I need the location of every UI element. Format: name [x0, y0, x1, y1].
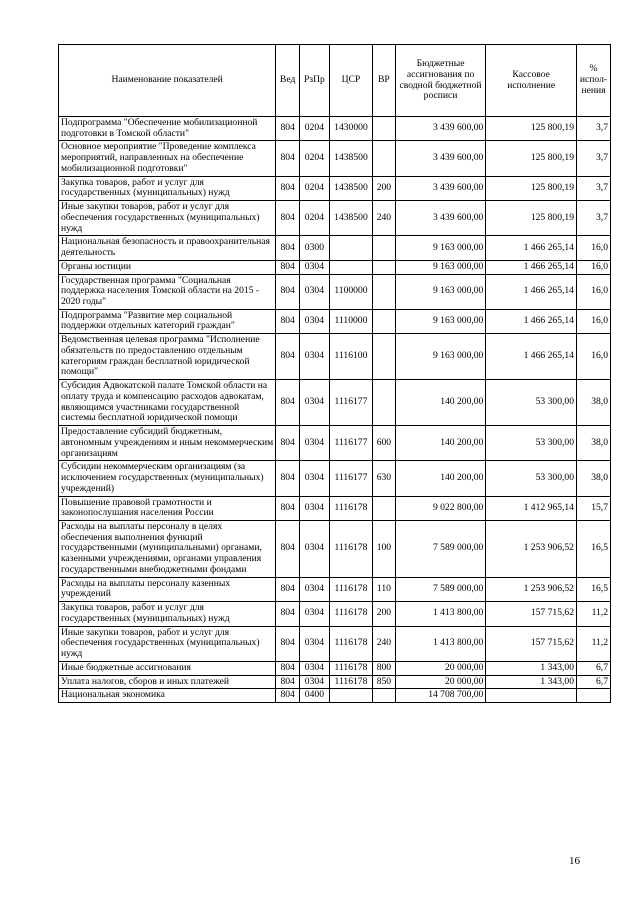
cell-ved: 804 — [276, 334, 300, 380]
cell-rzpr: 0304 — [299, 602, 329, 626]
cell-budget: 9 163 000,00 — [395, 334, 486, 380]
cell-name: Повышение правовой грамотности и законопослушания населения России — [59, 496, 276, 520]
cell-cash: 125 800,19 — [486, 176, 577, 200]
table-row — [59, 689, 611, 703]
cell-pct: 16,0 — [576, 274, 610, 309]
cell-pct: 16,0 — [576, 236, 610, 260]
cell-cash: 1 253 906,52 — [486, 577, 577, 601]
table-header-row — [59, 45, 611, 117]
cell-vr — [373, 380, 396, 426]
cell-cash: 1 466 265,14 — [486, 260, 577, 274]
cell-rzpr: 0304 — [299, 380, 329, 426]
cell-budget: 9 163 000,00 — [395, 274, 486, 309]
table-row — [59, 380, 611, 426]
table-row — [59, 661, 611, 675]
cell-vr: 100 — [373, 520, 396, 577]
cell-rzpr: 0304 — [299, 274, 329, 309]
cell-ved: 804 — [276, 141, 300, 176]
cell-rzpr: 0304 — [299, 675, 329, 689]
cell-vr: 630 — [373, 461, 396, 496]
cell-cash: 1 253 906,52 — [486, 520, 577, 577]
table-row — [59, 426, 611, 461]
page-number: 16 — [569, 855, 580, 867]
cell-csr: 1438500 — [329, 201, 372, 236]
cell-vr — [373, 260, 396, 274]
cell-budget: 3 439 600,00 — [395, 141, 486, 176]
cell-ved: 804 — [276, 577, 300, 601]
cell-rzpr: 0304 — [299, 309, 329, 333]
table-row — [59, 176, 611, 200]
cell-cash: 125 800,19 — [486, 117, 577, 141]
cell-ved: 804 — [276, 626, 300, 661]
cell-rzpr: 0204 — [299, 201, 329, 236]
cell-name: Государственная программа "Социальная поддержка населения Томской области на 2015 - 2020 годы" — [59, 274, 276, 309]
table-row — [59, 577, 611, 601]
cell-csr: 1116177 — [329, 461, 372, 496]
cell-rzpr: 0204 — [299, 176, 329, 200]
cell-cash: 1 412 965,14 — [486, 496, 577, 520]
cell-pct: 16,0 — [576, 334, 610, 380]
cell-vr — [373, 117, 396, 141]
cell-budget: 7 589 000,00 — [395, 520, 486, 577]
cell-cash: 1 343,00 — [486, 661, 577, 675]
cell-pct: 38,0 — [576, 380, 610, 426]
cell-vr — [373, 496, 396, 520]
cell-rzpr: 0204 — [299, 141, 329, 176]
header-rzpr: РзПр — [299, 45, 329, 117]
cell-pct: 11,2 — [576, 602, 610, 626]
cell-csr: 1116178 — [329, 661, 372, 675]
cell-csr — [329, 689, 372, 703]
cell-cash: 1 466 265,14 — [486, 236, 577, 260]
cell-budget: 3 439 600,00 — [395, 201, 486, 236]
cell-name: Ведомственная целевая программа "Исполнение обязательств по предоставлению отдельным категориям граждан бесплатной юридической помощи" — [59, 334, 276, 380]
table-body — [59, 117, 611, 703]
header-csr: ЦСР — [329, 45, 372, 117]
cell-pct: 3,7 — [576, 176, 610, 200]
cell-pct: 38,0 — [576, 461, 610, 496]
cell-pct: 15,7 — [576, 496, 610, 520]
cell-ved: 804 — [276, 236, 300, 260]
cell-cash: 53 300,00 — [486, 380, 577, 426]
cell-name: Уплата налогов, сборов и иных платежей — [59, 675, 276, 689]
cell-ved: 804 — [276, 426, 300, 461]
cell-pct: 3,7 — [576, 117, 610, 141]
cell-csr: 1438500 — [329, 141, 372, 176]
table-row — [59, 309, 611, 333]
header-vr: ВР — [373, 45, 396, 117]
cell-budget: 3 439 600,00 — [395, 176, 486, 200]
cell-rzpr: 0304 — [299, 661, 329, 675]
cell-csr: 1438500 — [329, 176, 372, 200]
cell-pct: 6,7 — [576, 675, 610, 689]
cell-budget: 9 163 000,00 — [395, 236, 486, 260]
cell-cash — [486, 689, 577, 703]
table-row — [59, 461, 611, 496]
cell-vr — [373, 309, 396, 333]
cell-cash: 125 800,19 — [486, 201, 577, 236]
cell-name: Подпрограмма "Развитие мер социальной поддержки отдельных категорий граждан" — [59, 309, 276, 333]
cell-rzpr: 0204 — [299, 117, 329, 141]
cell-pct: 16,0 — [576, 260, 610, 274]
cell-rzpr: 0304 — [299, 461, 329, 496]
cell-budget: 140 200,00 — [395, 426, 486, 461]
cell-vr — [373, 689, 396, 703]
cell-ved: 804 — [276, 201, 300, 236]
cell-pct — [576, 689, 610, 703]
cell-vr: 600 — [373, 426, 396, 461]
cell-ved: 804 — [276, 461, 300, 496]
cell-cash: 53 300,00 — [486, 426, 577, 461]
cell-vr — [373, 274, 396, 309]
cell-name: Расходы на выплаты персоналу в целях обеспечения выполнения функций государственными (муниципальными) органами, казенными учреждениями, органами управления государственными внебюджетными фондами — [59, 520, 276, 577]
cell-budget: 20 000,00 — [395, 675, 486, 689]
cell-budget: 1 413 800,00 — [395, 602, 486, 626]
cell-vr: 240 — [373, 626, 396, 661]
table-row — [59, 675, 611, 689]
table-row — [59, 496, 611, 520]
table-row — [59, 260, 611, 274]
cell-csr: 1116178 — [329, 675, 372, 689]
cell-ved: 804 — [276, 274, 300, 309]
cell-name: Органы юстиции — [59, 260, 276, 274]
table-row — [59, 334, 611, 380]
cell-vr — [373, 334, 396, 380]
cell-csr: 1116178 — [329, 520, 372, 577]
cell-cash: 1 343,00 — [486, 675, 577, 689]
cell-vr — [373, 236, 396, 260]
cell-ved: 804 — [276, 309, 300, 333]
cell-name: Субсидия Адвокатской палате Томской области на оплату труда и компенсацию расходов адвокатам, являющимся участниками государственной системы бесплатной юридической помощи — [59, 380, 276, 426]
cell-rzpr: 0400 — [299, 689, 329, 703]
cell-csr: 1110000 — [329, 309, 372, 333]
cell-vr: 850 — [373, 675, 396, 689]
table-row — [59, 141, 611, 176]
cell-pct: 11,2 — [576, 626, 610, 661]
cell-rzpr: 0304 — [299, 626, 329, 661]
cell-budget: 1 413 800,00 — [395, 626, 486, 661]
cell-vr: 240 — [373, 201, 396, 236]
table-row — [59, 626, 611, 661]
table-row — [59, 602, 611, 626]
cell-vr: 200 — [373, 602, 396, 626]
cell-ved: 804 — [276, 380, 300, 426]
cell-csr: 1116178 — [329, 577, 372, 601]
cell-rzpr: 0304 — [299, 577, 329, 601]
cell-name: Национальная экономика — [59, 689, 276, 703]
cell-cash: 1 466 265,14 — [486, 274, 577, 309]
cell-pct: 16,0 — [576, 309, 610, 333]
cell-csr: 1116178 — [329, 602, 372, 626]
cell-ved: 804 — [276, 602, 300, 626]
cell-cash: 53 300,00 — [486, 461, 577, 496]
cell-pct: 16,5 — [576, 577, 610, 601]
table-row — [59, 117, 611, 141]
header-budget: Бюджетные ассигнования по сводной бюджетной росписи — [395, 45, 486, 117]
cell-budget: 7 589 000,00 — [395, 577, 486, 601]
budget-execution-table — [58, 44, 611, 703]
cell-vr: 110 — [373, 577, 396, 601]
cell-pct: 38,0 — [576, 426, 610, 461]
header-name: Наименование показателей — [59, 45, 276, 117]
cell-cash: 1 466 265,14 — [486, 334, 577, 380]
cell-ved: 804 — [276, 176, 300, 200]
cell-budget: 140 200,00 — [395, 461, 486, 496]
cell-name: Национальная безопасность и правоохранительная деятельность — [59, 236, 276, 260]
cell-ved: 804 — [276, 260, 300, 274]
cell-csr: 1116177 — [329, 426, 372, 461]
cell-vr — [373, 141, 396, 176]
header-cash: Кассовое исполнение — [486, 45, 577, 117]
cell-budget: 9 022 800,00 — [395, 496, 486, 520]
cell-cash: 125 800,19 — [486, 141, 577, 176]
cell-ved: 804 — [276, 117, 300, 141]
cell-csr: 1116178 — [329, 626, 372, 661]
cell-name: Подпрограмма "Обеспечение мобилизационной подготовки в Томской области" — [59, 117, 276, 141]
cell-rzpr: 0304 — [299, 426, 329, 461]
cell-csr: 1430000 — [329, 117, 372, 141]
cell-name: Основное мероприятие "Проведение комплекса мероприятий, направленных на обеспечение мобилизационной подготовки" — [59, 141, 276, 176]
cell-budget: 9 163 000,00 — [395, 260, 486, 274]
cell-budget: 20 000,00 — [395, 661, 486, 675]
cell-name: Закупка товаров, работ и услуг для государственных (муниципальных) нужд — [59, 176, 276, 200]
cell-budget: 140 200,00 — [395, 380, 486, 426]
cell-ved: 804 — [276, 661, 300, 675]
cell-budget: 14 708 700,00 — [395, 689, 486, 703]
cell-rzpr: 0304 — [299, 520, 329, 577]
cell-csr: 1116100 — [329, 334, 372, 380]
cell-pct: 3,7 — [576, 201, 610, 236]
cell-cash: 157 715,62 — [486, 602, 577, 626]
header-pct: % испол-нения — [576, 45, 610, 117]
cell-rzpr: 0300 — [299, 236, 329, 260]
cell-ved: 804 — [276, 520, 300, 577]
cell-ved: 804 — [276, 675, 300, 689]
cell-name: Иные бюджетные ассигнования — [59, 661, 276, 675]
cell-vr: 800 — [373, 661, 396, 675]
cell-budget: 9 163 000,00 — [395, 309, 486, 333]
cell-pct: 6,7 — [576, 661, 610, 675]
cell-ved: 804 — [276, 496, 300, 520]
cell-cash: 1 466 265,14 — [486, 309, 577, 333]
cell-csr — [329, 236, 372, 260]
cell-name: Предоставление субсидий бюджетным, автономным учреждениям и иным некоммерческим организациям — [59, 426, 276, 461]
cell-name: Субсидии некоммерческим организациям (за исключением государственных (муниципальных) учреждений) — [59, 461, 276, 496]
cell-ved: 804 — [276, 689, 300, 703]
cell-csr: 1100000 — [329, 274, 372, 309]
cell-name: Иные закупки товаров, работ и услуг для обеспечения государственных (муниципальных) нужд — [59, 626, 276, 661]
cell-vr: 200 — [373, 176, 396, 200]
cell-csr: 1116178 — [329, 496, 372, 520]
cell-pct: 16,5 — [576, 520, 610, 577]
cell-rzpr: 0304 — [299, 496, 329, 520]
table-row — [59, 520, 611, 577]
header-ved: Вед — [276, 45, 300, 117]
cell-cash: 157 715,62 — [486, 626, 577, 661]
cell-name: Расходы на выплаты персоналу казенных учреждений — [59, 577, 276, 601]
table-row — [59, 236, 611, 260]
cell-name: Закупка товаров, работ и услуг для государственных (муниципальных) нужд — [59, 602, 276, 626]
cell-csr — [329, 260, 372, 274]
cell-name: Иные закупки товаров, работ и услуг для обеспечения государственных (муниципальных) нужд — [59, 201, 276, 236]
table-row — [59, 274, 611, 309]
cell-rzpr: 0304 — [299, 260, 329, 274]
cell-pct: 3,7 — [576, 141, 610, 176]
table-row — [59, 201, 611, 236]
cell-rzpr: 0304 — [299, 334, 329, 380]
cell-budget: 3 439 600,00 — [395, 117, 486, 141]
cell-csr: 1116177 — [329, 380, 372, 426]
